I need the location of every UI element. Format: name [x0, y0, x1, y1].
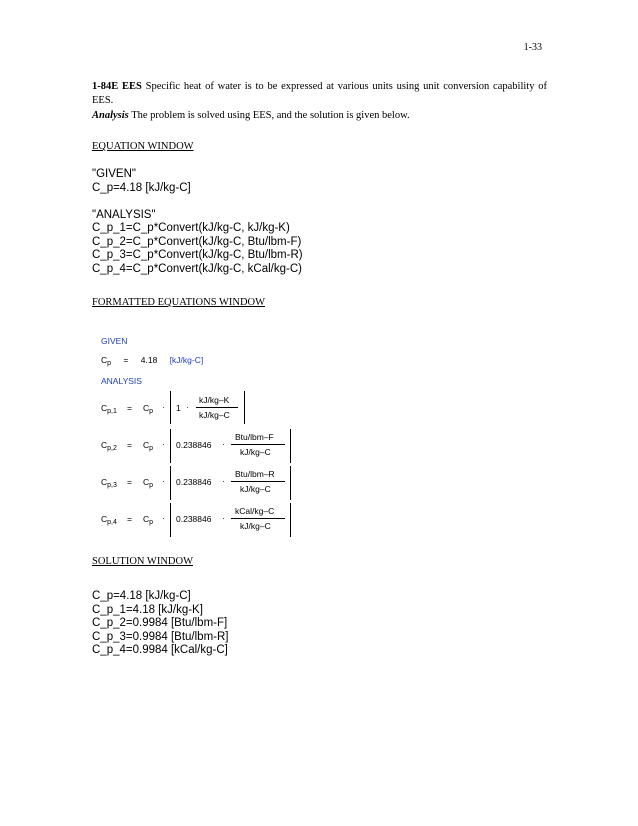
- formatted-eq-4-denominator: kJ/kg–C: [240, 521, 271, 531]
- formatted-eq-3-rhs: $C_p$: [143, 477, 154, 489]
- formatted-eq-2-fraction-line: [231, 444, 285, 445]
- equation-line: C_p_1=C_p*Convert(kJ/kg-C, kJ/kg-K): [92, 222, 290, 234]
- formatted-eq-1-bar-right: [244, 391, 245, 424]
- formatted-eq-3-factor: 0.238846: [176, 477, 212, 487]
- given-equation: $C_p = 4.18$ [kJ/kg-C]: [101, 355, 204, 367]
- formatted-eq-2-bar-left: [170, 429, 171, 463]
- solution-line: C_p_4=0.9984 [kCal/kg-C]: [92, 644, 228, 656]
- formatted-eq-3-bar-left: [170, 466, 171, 500]
- solution-line: C_p_1=4.18 [kJ/kg-K]: [92, 603, 203, 616]
- formatted-eq-3-bar-right: [290, 466, 291, 500]
- formatted-eq-3-dot2: ·: [222, 476, 225, 486]
- formatted-eq-1-dot2: ·: [186, 402, 189, 412]
- formatted-eq-4-dot: ·: [162, 513, 165, 523]
- given-label: GIVEN: [101, 336, 128, 346]
- formatted-eq-1-lhs: $C_{p,1}$: [101, 403, 117, 415]
- equation-line: C_p_4=C_p*Convert(kJ/kg-C, kCal/kg-C): [92, 262, 302, 275]
- equation-line: C_p_2=C_p*Convert(kJ/kg-C, Btu/lbm-F): [92, 235, 302, 248]
- problem-id: 1-84E EES: [92, 81, 142, 92]
- formatted-eq-1-numerator: kJ/kg–K: [199, 395, 230, 405]
- formatted-eq-2-bar-right: [290, 429, 291, 463]
- formatted-eq-4-rhs: $C_p$: [143, 514, 154, 526]
- equation-line: "ANALYSIS": [92, 208, 156, 221]
- formatted-eq-2-factor: 0.238846: [176, 440, 212, 450]
- formatted-eq-4-bar-left: [170, 503, 171, 537]
- formatted-eq-3-numerator: Btu/lbm–R: [235, 469, 275, 479]
- formatted-eq-1-denominator: kJ/kg–C: [199, 410, 230, 420]
- problem-statement: [92, 80, 547, 108]
- formatted-eq-1-bar-left: [170, 391, 171, 424]
- formatted-eq-2-lhs: $C_{p,2}$: [101, 440, 117, 452]
- formatted-eq-4-lhs: $C_{p,4}$: [101, 514, 117, 526]
- solution-window-heading: SOLUTION WINDOW: [92, 556, 193, 567]
- formatted-eq-4-equals: =: [127, 514, 132, 524]
- formatted-eq-4-bar-right: [290, 503, 291, 537]
- page-number: 1-33: [523, 42, 542, 53]
- formatted-eq-3-equals: =: [127, 477, 132, 487]
- analysis-statement: [92, 110, 410, 121]
- solution-window-body: [92, 590, 228, 658]
- formatted-eq-3-lhs: $C_{p,3}$: [101, 477, 117, 489]
- equation-line: [92, 195, 303, 209]
- formatted-eq-2-dot2: ·: [222, 439, 225, 449]
- equation-line: "GIVEN": [92, 168, 136, 180]
- solution-line: C_p_2=0.9984 [Btu/lbm-F]: [92, 617, 228, 629]
- formatted-eq-2-dot: ·: [162, 439, 165, 449]
- formatted-eq-1-fraction-line: [196, 407, 238, 408]
- formatted-eq-4-fraction-line: [231, 518, 285, 519]
- formatted-eq-1-dot: ·: [162, 402, 165, 412]
- formatted-eq-1-equals: =: [127, 403, 132, 413]
- analysis-label: Analysis: [92, 110, 129, 121]
- analysis-label: ANALYSIS: [101, 376, 142, 386]
- formatted-eq-3-dot: ·: [162, 476, 165, 486]
- equation-window-heading: EQUATION WINDOW: [92, 141, 194, 152]
- formatted-eq-3-denominator: kJ/kg–C: [240, 484, 271, 494]
- formatted-window-heading: FORMATTED EQUATIONS WINDOW: [92, 297, 266, 308]
- equation-line: C_p=4.18 [kJ/kg-C]: [92, 181, 191, 194]
- equation-line: C_p_3=C_p*Convert(kJ/kg-C, Btu/lbm-R): [92, 249, 303, 261]
- formatted-eq-4-dot2: ·: [222, 513, 225, 523]
- formatted-eq-1-factor: 1: [176, 403, 181, 413]
- formatted-eq-1-rhs: $C_p$: [143, 403, 154, 415]
- formatted-eq-4-factor: 0.238846: [176, 514, 212, 524]
- analysis-text: The problem is solved using EES, and the solution is given below.: [131, 110, 410, 121]
- solution-line: C_p_3=0.9984 [Btu/lbm-R]: [92, 630, 229, 643]
- problem-text: Specific heat of water is to be expressed at various units using unit conversion capability of EES.: [92, 81, 547, 106]
- formatted-eq-2-equals: =: [127, 440, 132, 450]
- formatted-eq-2-rhs: $C_p$: [143, 440, 154, 452]
- formatted-eq-3-fraction-line: [231, 481, 285, 482]
- formatted-eq-2-numerator: Btu/lbm–F: [235, 432, 274, 442]
- equation-window-body: [92, 168, 303, 276]
- solution-line: C_p=4.18 [kJ/kg-C]: [92, 590, 191, 602]
- formatted-eq-4-numerator: kCal/kg–C: [235, 506, 275, 516]
- formatted-eq-2-denominator: kJ/kg–C: [240, 447, 271, 457]
